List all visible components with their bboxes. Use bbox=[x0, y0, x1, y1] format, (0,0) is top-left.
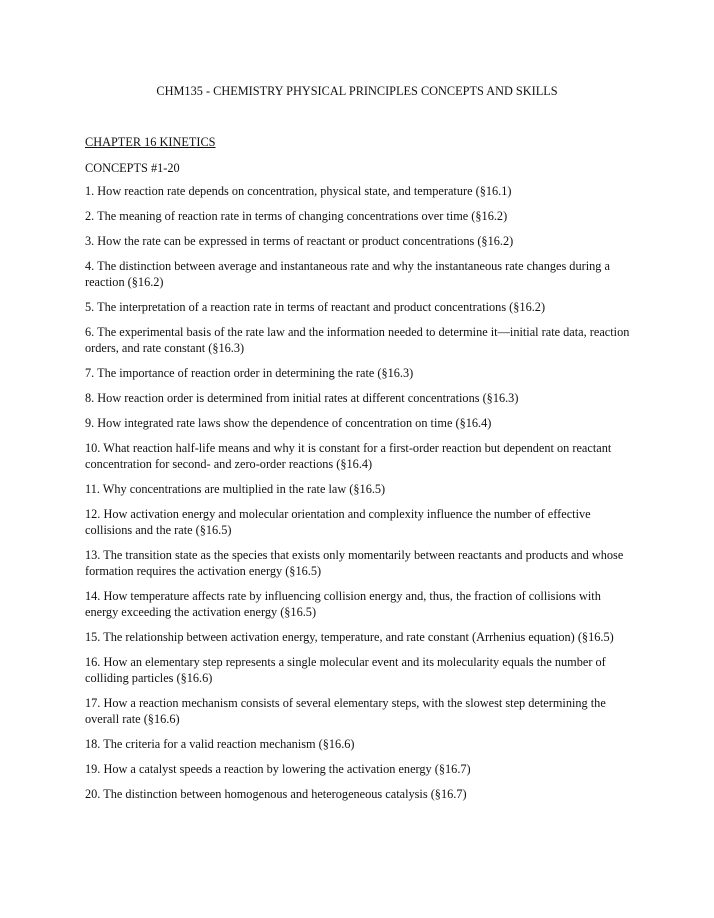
concept-item: 4. The distinction between average and instantaneous rate and why the instantaneous rate changes during a reaction (§16.2) bbox=[85, 259, 610, 289]
concept-item: 20. The distinction between homogenous and heterogeneous catalysis (§16.7) bbox=[85, 787, 467, 801]
concept-item: 15. The relationship between activation energy, temperature, and rate constant (Arrhenius equation) (§16.5) bbox=[85, 630, 614, 644]
concept-item: 8. How reaction order is determined from initial rates at different concentrations (§16.3) bbox=[85, 391, 519, 405]
concept-item: 1. How reaction rate depends on concentration, physical state, and temperature (§16.1) bbox=[85, 184, 512, 198]
concept-item: 18. The criteria for a valid reaction mechanism (§16.6) bbox=[85, 737, 355, 751]
concept-item: 13. The transition state as the species that exists only momentarily between reactants and products and whose formation requires the activation energy (§16.5) bbox=[85, 548, 624, 578]
concept-item: 19. How a catalyst speeds a reaction by lowering the activation energy (§16.7) bbox=[85, 762, 471, 776]
concept-item: 10. What reaction half-life means and why it is constant for a first-order reaction but dependent on reactant concentration for second- and zero-order reactions (§16.4) bbox=[85, 441, 612, 471]
concept-item: 14. How temperature affects rate by influencing collision energy and, thus, the fraction of collisions with energy exceeding the activation energy (§16.5) bbox=[85, 589, 601, 619]
document-title: CHM135 - CHEMISTRY PHYSICAL PRINCIPLES CONCEPTS AND SKILLS bbox=[156, 84, 558, 98]
concept-item: 16. How an elementary step represents a single molecular event and its molecularity equals the number of colliding particles (§16.6) bbox=[85, 655, 606, 685]
concept-item: 5. The interpretation of a reaction rate in terms of reactant and product concentrations (§16.2) bbox=[85, 300, 546, 314]
concept-list bbox=[85, 183, 635, 811]
concept-item: 2. The meaning of reaction rate in terms of changing concentrations over time (§16.2) bbox=[85, 209, 508, 223]
concept-item: 7. The importance of reaction order in determining the rate (§16.3) bbox=[85, 366, 414, 380]
concept-item: 6. The experimental basis of the rate law and the information needed to determine it—initial rate data, reaction orders, and rate constant (§16.3) bbox=[85, 325, 630, 355]
concept-item: 17. How a reaction mechanism consists of several elementary steps, with the slowest step determining the overall rate (§16.6) bbox=[85, 696, 606, 726]
chapter-heading: CHAPTER 16 KINETICS bbox=[85, 135, 216, 149]
concept-item: 3. How the rate can be expressed in terms of reactant or product concentrations (§16.2) bbox=[85, 234, 514, 248]
concepts-label: CONCEPTS #1-20 bbox=[85, 161, 180, 175]
concept-item: 12. How activation energy and molecular orientation and complexity influence the number of effective collisions and the rate (§16.5) bbox=[85, 507, 591, 537]
concept-item: 11. Why concentrations are multiplied in the rate law (§16.5) bbox=[85, 482, 386, 496]
concept-item: 9. How integrated rate laws show the dependence of concentration on time (§16.4) bbox=[85, 416, 492, 430]
